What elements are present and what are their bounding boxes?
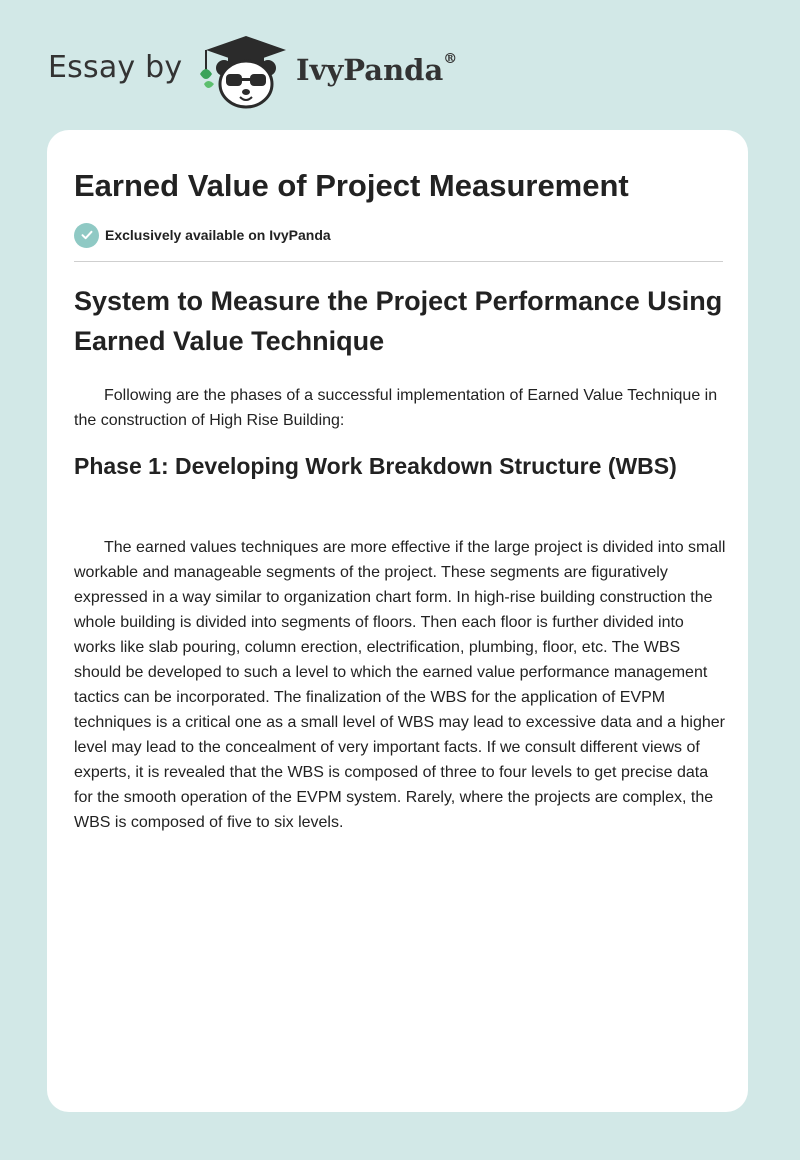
- exclusive-label: Exclusively available on IvyPanda: [105, 227, 331, 243]
- check-circle-icon: [74, 223, 99, 248]
- page-title: Earned Value of Project Measurement: [74, 168, 629, 203]
- essay-by-label: Essay by: [48, 50, 183, 85]
- phase-paragraph: The earned values techniques are more effective if the large project is divided into small workable and manageable segments of the project. These segments are figuratively expressed in a way similar to organization chart form. In high-rise building construction the whole building is divided into segments of floors. Then each floor is further divided into works like slab pouring, column erection, electrification, plumbing, floor, etc. The WBS should be developed to such a level to which the earned value performance management tactics can be incorporated. The finalization of the WBS for the application of EVPM techniques is a critical one as a small level of WBS may lead to excessive data and a higher level may lead to the concealment of very important facts. If we consult different views of experts, it is revealed that the WBS is composed of three to four levels to get precise data for the smooth operation of the EVPM system. Rarely, where the projects are complex, the WBS is composed of five to six levels.: [74, 539, 726, 831]
- divider: [74, 261, 723, 262]
- essay-card: [47, 130, 748, 1112]
- panda-graduate-logo-icon[interactable]: [198, 34, 294, 110]
- intro-paragraph: Following are the phases of a successful implementation of Earned Value Technique in the construction of High Rise Building:: [74, 387, 718, 429]
- site-header: [0, 0, 800, 130]
- brand-name[interactable]: [296, 53, 457, 87]
- exclusive-badge: [74, 222, 331, 248]
- registered-mark: ®: [443, 51, 458, 68]
- brand-text: IvyPanda: [296, 53, 444, 87]
- phase-heading: Phase 1: Developing Work Breakdown Structure (WBS): [74, 453, 677, 479]
- section-heading: System to Measure the Project Performance Using Earned Value Technique: [74, 286, 723, 356]
